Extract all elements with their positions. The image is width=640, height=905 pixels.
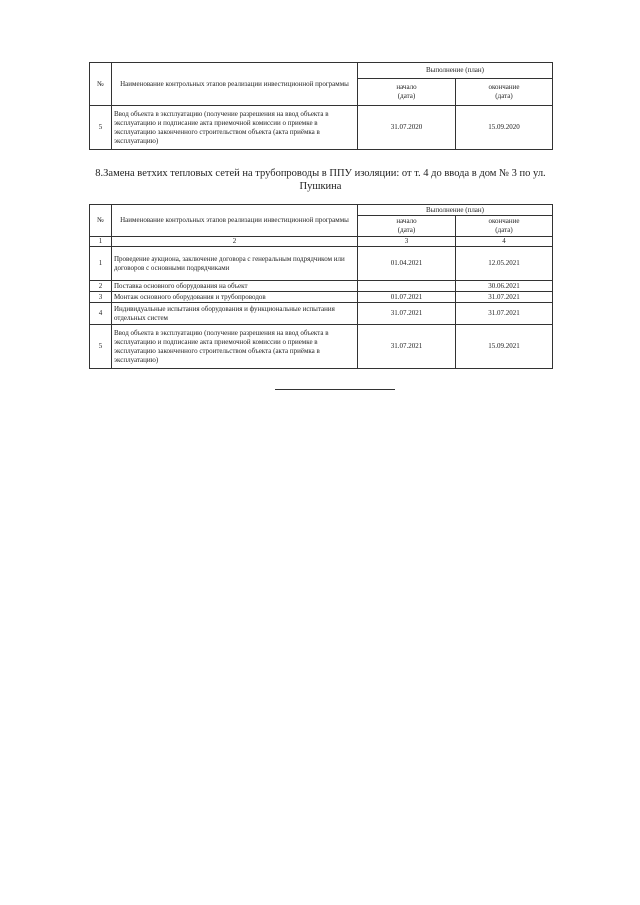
row-start-date: 01.07.2021 xyxy=(358,292,456,303)
col-header-start-label: начало xyxy=(396,83,417,91)
col-header-no: № xyxy=(90,205,112,237)
col-header-end-label: окончание xyxy=(488,217,520,225)
row-start-date: 01.04.2021 xyxy=(358,247,456,281)
table-row xyxy=(90,281,553,292)
row-name: Ввод объекта в эксплуатацию (получение разрешения на ввод объекта в эксплуатацию и подписание акта приемочной комиссии о приемке в эксплуатацию законченного строительством объекта (акта приёмка в эксплуатацию) xyxy=(112,325,358,369)
table-row xyxy=(90,303,553,325)
table-row xyxy=(90,325,553,369)
row-name: Монтаж основного оборудования и трубопроводов xyxy=(112,292,358,303)
column-number: 3 xyxy=(358,237,456,247)
table-2 xyxy=(89,204,553,369)
table-1 xyxy=(89,62,553,150)
row-end-date: 12.05.2021 xyxy=(456,247,553,281)
col-header-execution: Выполнение (план) xyxy=(358,63,553,79)
row-end-date: 15.09.2020 xyxy=(456,106,553,150)
row-no: 5 xyxy=(90,325,112,369)
table-row xyxy=(90,106,553,150)
column-number-row xyxy=(90,237,553,247)
end-line-divider xyxy=(275,389,395,390)
col-header-name: Наименование контрольных этапов реализации инвестиционной программы xyxy=(112,205,358,237)
col-header-end xyxy=(456,216,553,237)
row-name: Ввод объекта в эксплуатацию (получение разрешения на ввод объекта в эксплуатацию и подписание акта приемочной комиссии о приемке в эксплуатацию законченного строительством объекта (акта приёмка в эксплуатацию) xyxy=(112,106,358,150)
table-row xyxy=(90,247,553,281)
col-header-end-unit: (дата) xyxy=(495,226,513,234)
column-number: 4 xyxy=(456,237,553,247)
col-header-name: Наименование контрольных этапов реализации инвестиционной программы xyxy=(112,63,358,106)
col-header-end xyxy=(456,79,553,106)
row-no: 3 xyxy=(90,292,112,303)
row-name: Индивидуальные испытания оборудования и функциональные испытания отдельных систем xyxy=(112,303,358,325)
row-name: Проведение аукциона, заключение договора с генеральным подрядчиком или договоров с основными подрядчиками xyxy=(112,247,358,281)
col-header-start xyxy=(358,216,456,237)
row-start-date: 31.07.2021 xyxy=(358,303,456,325)
column-number: 2 xyxy=(112,237,358,247)
row-end-date: 31.07.2021 xyxy=(456,303,553,325)
row-no: 2 xyxy=(90,281,112,292)
row-end-date: 31.07.2021 xyxy=(456,292,553,303)
col-header-start-label: начало xyxy=(396,217,417,225)
column-number: 1 xyxy=(90,237,112,247)
col-header-start-unit: (дата) xyxy=(397,92,416,100)
col-header-start xyxy=(358,79,456,106)
row-no: 4 xyxy=(90,303,112,325)
col-header-end-unit: (дата) xyxy=(495,92,513,100)
row-start-date: 31.07.2020 xyxy=(358,106,456,150)
section-heading: 8.Замена ветхих тепловых сетей на трубопроводы в ППУ изоляции: от т. 4 до ввода в дом № 3 по ул. Пушкина xyxy=(95,168,546,192)
col-header-no: № xyxy=(90,63,112,106)
col-header-start-unit: (дата) xyxy=(397,226,416,234)
col-header-end-label: окончание xyxy=(488,83,520,91)
row-end-date: 15.09.2021 xyxy=(456,325,553,369)
row-name: Поставка основного оборудования на объект xyxy=(112,281,358,292)
row-start-date: 31.07.2021 xyxy=(358,325,456,369)
row-no: 5 xyxy=(90,106,112,150)
row-no: 1 xyxy=(90,247,112,281)
row-end-date: 30.06.2021 xyxy=(456,281,553,292)
col-header-execution: Выполнение (план) xyxy=(358,205,553,216)
table-row xyxy=(90,292,553,303)
row-start-date xyxy=(358,281,456,292)
